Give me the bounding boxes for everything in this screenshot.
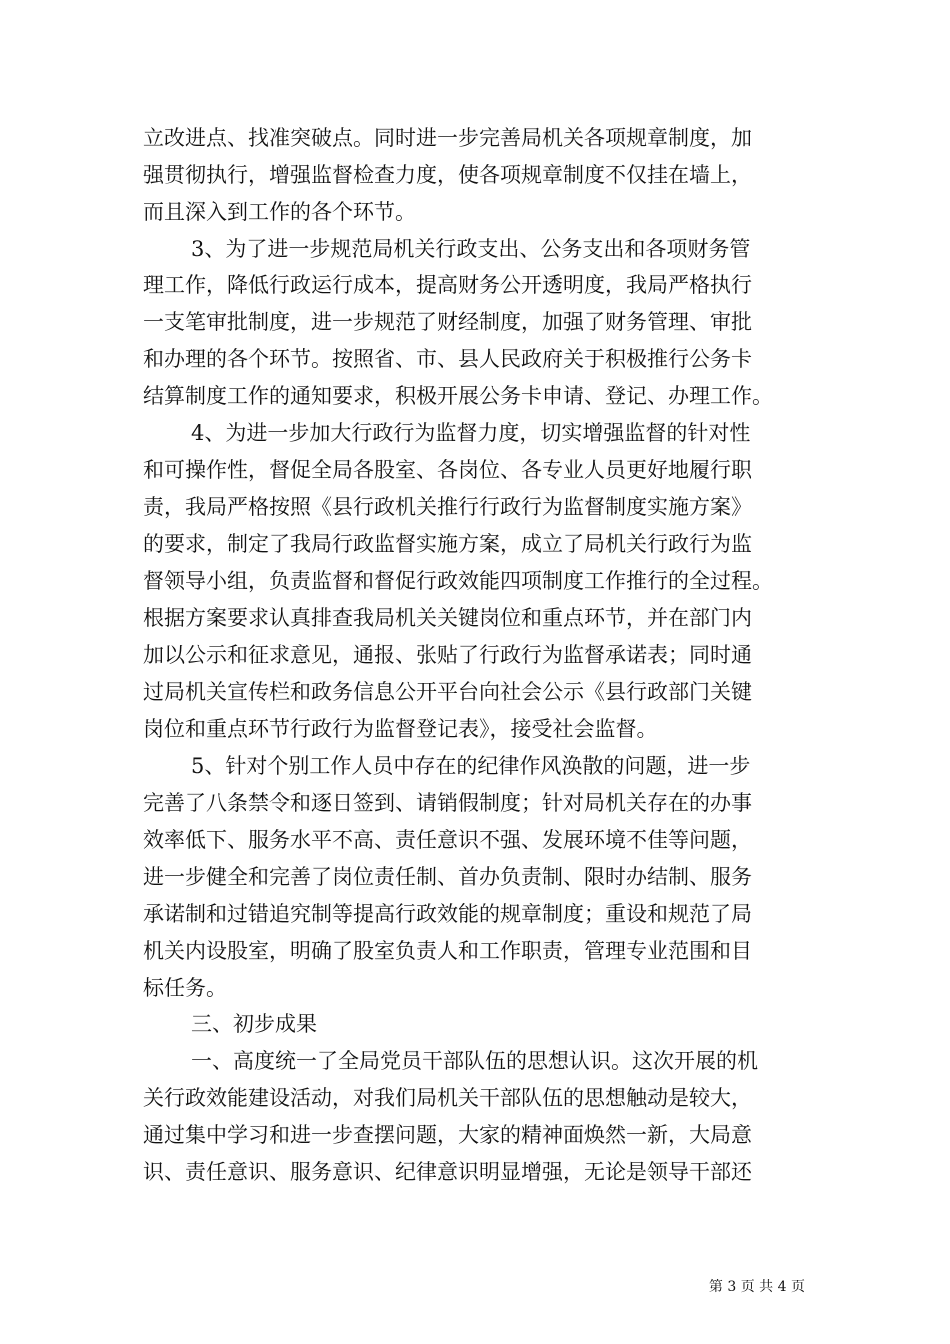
text-line: 机关内设股室，明确了股室负责人和工作职责，管理专业范围和目 <box>143 939 752 963</box>
text-line: 效率低下、服务水平不高、责任意识不强、发展环境不佳等问题， <box>143 828 752 852</box>
text-line: 识、责任意识、服务意识、纪律意识明显增强，无论是领导干部还 <box>143 1160 752 1184</box>
text-line: 而且深入到工作的各个环节。 <box>143 200 416 224</box>
page-number <box>709 1277 805 1297</box>
text-line: 关行政效能建设活动，对我们局机关干部队伍的思想触动是较大， <box>143 1086 752 1110</box>
text-line: 根据方案要求认真排查我局机关关键岗位和重点环节，并在部门内 <box>143 606 752 630</box>
text-line: 承诺制和过错追究制等提高行政效能的规章制度；重设和规范了局 <box>143 902 752 926</box>
text-line: 岗位和重点环节行政行为监督登记表》，接受社会监督。 <box>143 717 658 741</box>
text-line: 一支笔审批制度，进一步规范了财经制度，加强了财务管理、审批 <box>143 310 752 334</box>
text-line: 责，我局严格按照《县行政机关推行行政行为监督制度实施方案》 <box>143 495 752 519</box>
text-line: 和可操作性，督促全局各股室、各岗位、各专业人员更好地履行职 <box>143 458 752 482</box>
text-line: 通过集中学习和进一步查摆问题，大家的精神面焕然一新，大局意 <box>143 1123 752 1147</box>
text-line: 立改进点、找准突破点。同时进一步完善局机关各项规章制度，加 <box>143 126 752 150</box>
text-line: 加以公示和征求意见，通报、张贴了行政行为监督承诺表；同时通 <box>143 643 752 667</box>
text-line: 进一步健全和完善了岗位责任制、首办负责制、限时办结制、服务 <box>143 865 752 889</box>
text-line: 4、为进一步加大行政行为监督力度，切实增强监督的针对性 <box>191 421 751 445</box>
text-line: 督领导小组，负责监督和督促行政效能四项制度工作推行的全过程。 <box>143 569 773 593</box>
text-line: 过局机关宣传栏和政务信息公开平台向社会公示《县行政部门关键 <box>143 680 752 704</box>
section-heading: 三、初步成果 <box>191 1012 317 1036</box>
text-line: 标任务。 <box>143 976 227 1000</box>
text-line: 一、高度统一了全局党员干部队伍的思想认识。这次开展的机 <box>191 1049 758 1073</box>
text-line: 强贯彻执行，增强监督检查力度，使各项规章制度不仅挂在墙上， <box>143 163 752 187</box>
page-number-label: 第 3 页 共 4 页 <box>708 1279 805 1295</box>
text-line: 结算制度工作的通知要求，积极开展公务卡申请、登记、办理工作。 <box>143 384 773 408</box>
text-line: 5、针对个别工作人员中存在的纪律作风涣散的问题，进一步 <box>191 754 751 778</box>
text-line: 的要求，制定了我局行政监督实施方案，成立了局机关行政行为监 <box>143 532 752 556</box>
text-line: 和办理的各个环节。按照省、市、县人民政府关于积极推行公务卡 <box>143 347 752 371</box>
text-line: 3、为了进一步规范局机关行政支出、公务支出和各项财务管 <box>191 237 751 261</box>
text-line: 理工作，降低行政运行成本，提高财务公开透明度，我局严格执行 <box>143 273 752 297</box>
text-line: 完善了八条禁令和逐日签到、请销假制度；针对局机关存在的办事 <box>143 791 752 815</box>
